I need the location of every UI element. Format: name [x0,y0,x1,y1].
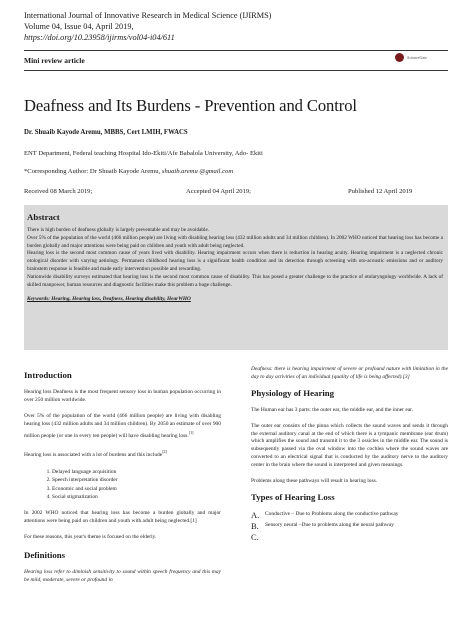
journal-name: International Journal of Innovative Research in Medical Science (IJIRMS) [24,11,272,20]
affiliation: ENT Department, Federal teaching Hospital Ido-Ekiti/Afe Babalola University, Ado- Ekiti [24,150,263,157]
doi-link[interactable]: https://doi.org/10.23958/ijirms/vol04-i04/611 [24,33,175,42]
type-text: Sensory neural –Due to problems along the neural pathway [265,521,394,528]
corresponding-label: *Corresponding Author: Dr Shuaib Kayode Aremu, [24,168,162,175]
physiology-paragraph: Problems along these pathways will result in hearing loss. [251,478,378,485]
abstract-heading: Abstract [27,212,60,222]
burden-list [24,468,221,502]
publisher-logo [395,53,427,62]
list-item: 3. Economic and social problem [52,485,221,494]
abstract-paragraph: Hearing loss is the second most common cause of years lived with disability. Hearing impairment occurs when there is reduction in hearing acuity. Hearing impairment is a neglected chronic otological disorder with varying aetiology. Permanent childhood hearing loss is a significant health condition and its detection through screening with oto-acoustic emissions and or auditory brainstem response is feasible and made early intervention possible and rewarding. [27,250,443,272]
physiology-paragraph: The Human ear has 3 parts: the outer ear, the middle ear, and the inner ear. [251,406,414,413]
physiology-paragraph: The outer ear consists of the pinna which collects the sound waves and sends it through the external auditory canal at the end of which there is a tympanic membrane (ear drum) which amplifies the sound and transmit it to the 3 ossicles in the middle ear. The sound is subsequently passed via the oval window into the cochlea where the sound waves are converted to an electrical signal that is conducted by the auditory nerve to the auditory center in the brain where the sound is interpreted and given meanings. [251,422,448,469]
types-list [251,511,448,541]
logo-text: ScienceGate [407,55,427,60]
type-text: Conductive – Due to Problems along the conductive pathway [265,510,399,517]
article-type: Mini review article [24,56,85,65]
list-item: 1. Delayed language acquisition [52,468,221,477]
intro-paragraph: Hearing loss Deafness is the most frequent sensory loss in human population occurring in over 250 million worldwide. [24,388,221,403]
header-divider [24,50,448,51]
reference-marker: [2] [162,449,167,455]
type-divider [24,70,448,71]
abstract-box [24,205,448,350]
left-column [24,372,221,592]
published-date: Published 12 April 2019 [348,188,413,195]
journal-volume: Volume 04, Issue 04, April 2019, [24,22,134,31]
type-letter: A. [251,509,260,520]
list-item: 2. Speech interpretation disorder [52,476,221,485]
logo-mark-icon [395,53,404,62]
deafness-paragraph: Deafness: there is hearing impairment of severe or profound nature with limitation in the day to day activities of an individual (quality of life is being affected).[3] [251,366,448,380]
list-item: 4. Social stigmatization [52,493,221,502]
types-heading: Types of Hearing Loss [251,491,335,502]
physiology-heading: Physiology of Hearing [251,387,335,398]
introduction-heading: Introduction [24,370,72,380]
intro-paragraph-2 [24,413,221,441]
abstract-paragraph: There is high burden of deafness globally is largely preventable and may be avoidable. [27,227,210,233]
type-text [265,533,448,541]
intro-paragraph: For these reasons, this year's theme is focused on the elderly. [24,533,157,540]
intro-paragraph: In 2002 WHO noticed that hearing loss has become a burden globally and major attentions were being paid on children and youth with adult being neglected.[1] [24,509,221,524]
type-letter: C. [251,531,259,542]
article-title: Deafness and Its Burdens - Prevention and Control [24,96,357,115]
author-email[interactable]: shuaib.aremu @gmail.com [161,168,234,175]
list-item [251,522,448,530]
intro-paragraph-3 [24,448,221,460]
right-column [251,366,448,544]
keywords: Keywords: Hearing, Hearing loss, Deafness, Hearing disability, HearWHO [27,296,191,303]
accepted-date: Accepted 04 April 2019; [186,188,252,195]
received-date: Received 08 March 2019; [24,188,93,195]
list-item [251,511,448,519]
definitions-paragraph: Hearing loss refer to diminish sensitivity to sound within speech frequency and this may be mild, moderate, severe or profound in [24,568,221,583]
type-letter: B. [251,520,259,531]
abstract-paragraph: Nationwide disability surveys estimated that hearing loss is the second most common cause of disability. This has posed a greater challenge to the practice of otolaryngology worldwide. A lack of skilled manpower, human resources and diagnostic facilities make this problem a huge challenge. [27,273,443,288]
abstract-paragraph: Over 5% of the population of the world (466 million people) are living with disabling hearing loss (432 million adults and 34 million children). In 2002 WHO noticed that hearing loss has become a burden globally and major attentions were being paid on children and youth with adult being neglected. [27,234,443,249]
intro-paragraph-2-text: Over 5% of the population of the world (466 million people) are living with disabling hearing loss (432 million adults and 34 million children). By 2050 an estimate of over 900 million people (or one in every ten people) will have disabling hearing loss. [24,412,221,439]
list-item [251,533,448,541]
definitions-heading: Definitions [24,549,66,560]
journal-header [24,10,271,43]
authors: Dr. Shuaib Kayode Aremu, MBBS, Cert LMIH, FWACS [24,129,188,136]
corresponding-author [24,168,233,175]
reference-marker: [1] [188,429,194,435]
intro-paragraph-3-text: Hearing loss is associated with a lot of burdens and this include [24,452,163,459]
